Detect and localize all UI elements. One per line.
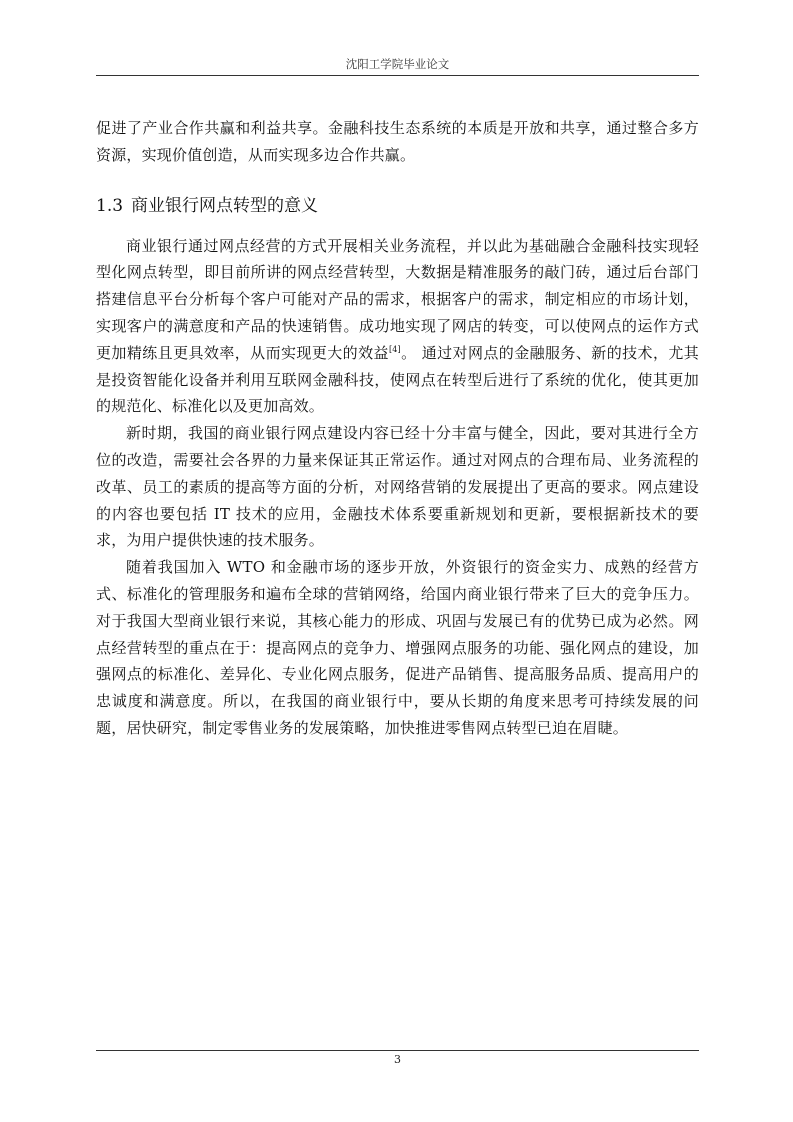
carryover-paragraph: 促进了产业合作共赢和利益共享。金融科技生态系统的本质是开放和共享，通过整合多方资源，实现价值创造，从而实现多边合作共赢。 — [96, 119, 699, 164]
body-paragraph-3: 随着我国加入 WTO 和金融市场的逐步开放，外资银行的资金实力、成熟的经营方式、标准化的管理服务和遍布全球的营销网络，给国内商业银行带来了巨大的竞争压力。对于我国大型商业银行来说，其核心能力的形成、巩固与发展已有的优势已成为必然。网点经营转型的重点在于：提高网点的竞争力、增强网点服务的功能、强化网点的建设，加强网点的标准化、差异化、专业化网点服务，促进产品销售、提高服务品质、提高用户的忠诚度和满意度。所以，在我国的商业银行中，要从长期的角度来思考可持续发展的问题，居快研究，制定零售业务的发展策略，加快推进零售网点转型已迫在眉睫。 — [96, 558, 699, 737]
section-heading — [96, 193, 699, 219]
document-body — [96, 115, 699, 742]
section-title: 商业银行网点转型的意义 — [131, 195, 319, 216]
header-divider — [96, 75, 699, 76]
body-paragraph-1 — [96, 233, 699, 421]
paragraph-1-text-a: 商业银行通过网点经营的方式开展相关业务流程，并以此为基础融合金融科技实现轻型化网点转型，即目前所讲的网点经营转型，大数据是精准服务的敲门砖，通过后台部门搭建信息平台分析每个客户可能对产品的需求，根据客户的需求，制定相应的市场计划，实现客户的满意度和产品的快速销售。成功地实现了网店的转变，可以使网点的运作方式更加精练且更具效率，从而实现更大的效益 — [96, 236, 699, 362]
citation-marker: [4] — [388, 344, 401, 354]
body-paragraph-2: 新时期，我国的商业银行网点建设内容已经十分丰富与健全，因此，要对其进行全方位的改造，需要社会各界的力量来保证其正常运作。通过对网点的合理布局、业务流程的改革、员工的素质的提高等方面的分析，对网络营销的发展提出了更高的要求。网点建设的内容也要包括 IT 技术的应用，金融技术体系要重新规划和更新，要根据新技术的要求，为用户提供快速的技术服务。 — [96, 424, 699, 550]
page-header-title: 沈阳工学院毕业论文 — [345, 57, 450, 71]
page-number: 3 — [394, 1053, 401, 1066]
paragraph-1-text-b: 。 通过对网点的金融服务、新的技术，尤其是投资智能化设备并利用互联网金融科技，使网点在转型后进行了系统的优化，使其更加的规范化、标准化以及更加高效。 — [96, 343, 699, 416]
section-number: 1.3 — [96, 195, 124, 216]
footer-divider — [96, 1050, 699, 1051]
